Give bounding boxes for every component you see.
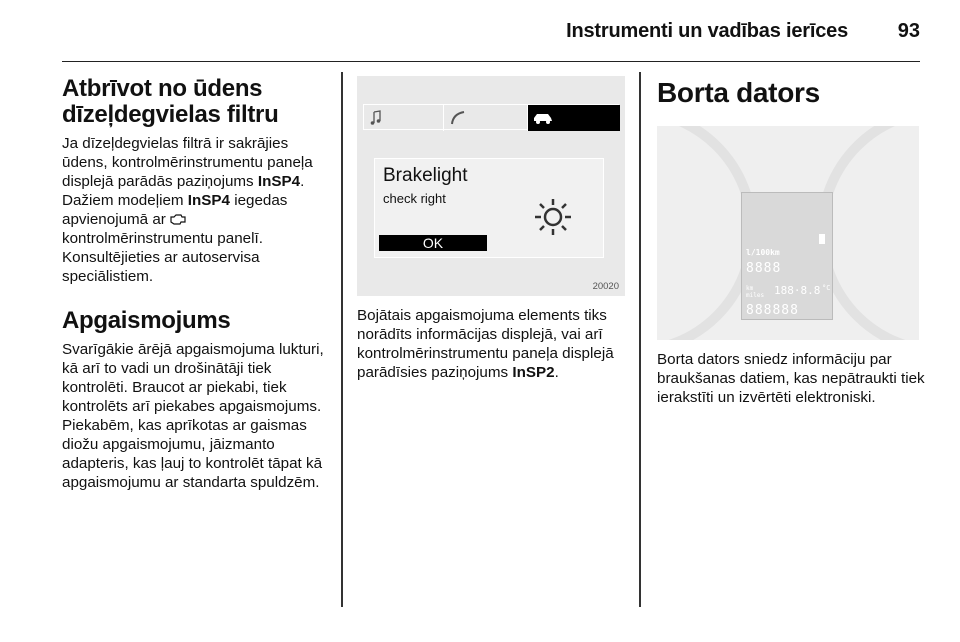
message-subtitle: check right [383, 191, 446, 206]
column-divider [341, 72, 343, 607]
paragraph-bulb-failure: Bojātais apgaismojuma elements tiks norādīts informācijas displejā, vai arī kontrolmērinstrumentu paneļa displejā parādīsies paziņojums InSP2. [357, 307, 614, 381]
dashboard-figure [657, 126, 919, 340]
phone-icon [450, 110, 468, 126]
bulb-icon [533, 197, 573, 237]
info-display-figure [357, 76, 625, 296]
lcd-digits-row3: 888888 [746, 303, 799, 318]
fuel-pump-icon [818, 233, 828, 245]
paragraph-lighting: Svarīgākie ārējā apgaismojuma lukturi, kā arī to vadi un drošinātāji tiek kontrolēti. Braucot ar piekabi, tiek kontrolēts arī piekabes apgaismojums. Piekabēm, kas aprīkotas ar gaismas diožu apgaismojumu, jāizmanto adapteris, kas ļauj to kontrolēt tāpat kā apgaismojumu ar standarta spuldzēm. [62, 341, 324, 491]
heading-lighting: Apgaismojums [62, 307, 231, 334]
ok-button: OK [379, 235, 487, 251]
tab-audio [364, 105, 444, 131]
section-title: Instrumenti un vadības ierīces [566, 20, 848, 42]
trip-computer-display [741, 192, 833, 320]
lcd-unit-consumption: l/100km [746, 248, 780, 257]
message-panel [374, 158, 604, 258]
tab-phone [444, 105, 528, 131]
paragraph-water-filter: Ja dīzeļdegvielas filtrā ir sakrājies ūdens, kontrolmērinstrumentu paneļa displejā parādās paziņojums InSP4. Dažiem modeļiem InSP4 iegedas apvienojumā ar kontrolmērinstrumentu panelī. Konsultējieties ar autoservisa speciālistiem. [62, 135, 313, 285]
column-divider [639, 72, 641, 607]
lcd-digits-row1: 8888 [746, 261, 782, 276]
message-title: Brakelight [383, 165, 468, 186]
lcd-unit-miles: miles [746, 292, 765, 299]
music-note-icon [368, 110, 384, 126]
heading-trip-computer: Borta dators [657, 77, 820, 108]
column-1 [62, 76, 330, 492]
lcd-unit-km: km [746, 285, 754, 292]
paragraph-trip-computer: Borta dators sniedz informāciju par braukšanas datiem, kas nepātraukti tiek ierakstīti un izvērtēti elektroniski. [657, 351, 925, 406]
car-icon [532, 111, 554, 125]
warning-engine-icon [170, 213, 186, 225]
page-header [62, 14, 920, 62]
lcd-digits-row2: 188·8.8 [774, 284, 821, 297]
tab-vehicle [528, 105, 620, 131]
column-3 [657, 76, 925, 407]
display-tabs [363, 104, 619, 130]
page-number: 93 [897, 20, 920, 42]
lcd-unit-celsius: °C [822, 284, 831, 292]
heading-water-filter: Atbrīvot no ūdens dīzeļdegvielas filtru [62, 75, 279, 128]
figure-number: 20020 [592, 281, 619, 292]
column-2 [357, 76, 625, 382]
